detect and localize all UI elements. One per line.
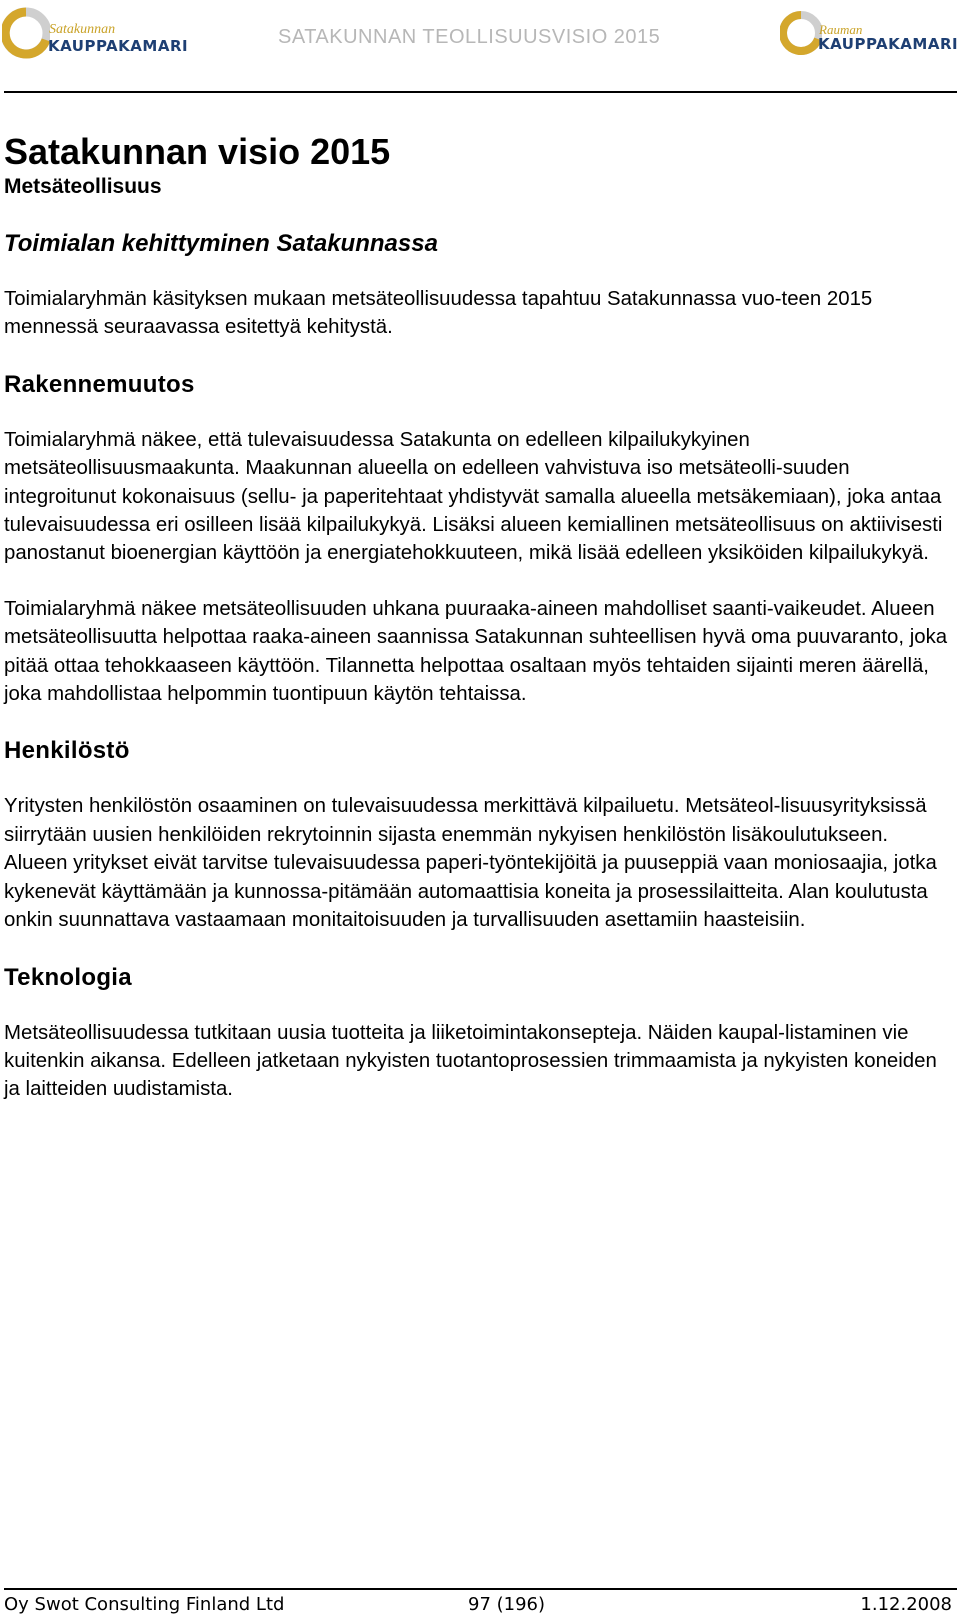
document-title: Satakunnan visio 2015 [4, 131, 391, 172]
footer-company: Oy Swot Consulting Finland Ltd [4, 1594, 285, 1615]
header-title: SATAKUNNAN TEOLLISUUSVISIO 2015 [278, 26, 661, 48]
section-heading-henkilosto: Henkilöstö [4, 737, 130, 765]
chamber-ring-icon [2, 2, 50, 64]
intro-paragraph: Toimialaryhmän käsityksen mukaan metsäteollisuudessa tapahtuu Satakunnassa vuo-teen 2015 mennessä seuraavassa esitettyä kehitystä. [4, 288, 873, 339]
paragraph: Toimialaryhmä näkee metsäteollisuuden uhkana puuraaka-aineen mahdolliset saanti-vaikeudet. Alueen metsäteollisuutta helpottaa raaka-aineen saannissa Satakunnan suhteellisen hyvä oma puuvaranto, joka pitää ottaa tehokkaaseen käyttöön. Tilannetta helpottaa osaltaan myös tehtaiden sijainti meren äärellä, joka mahdollistaa helpommin tuontipuun käytön tehtaissa. [4, 597, 948, 706]
chamber-ring-icon [780, 2, 822, 64]
section-heading-teknologia: Teknologia [4, 963, 132, 991]
footer-date: 1.12.2008 [860, 1594, 952, 1615]
section-heading-rakennemuutos: Rakennemuutos [4, 370, 195, 398]
paragraph: Yritysten henkilöstön osaaminen on tulevaisuudessa merkittävä kilpailuetu. Metsäteol-lisuusyrityksissä siirrytään uusien henkilöiden rekrytoinnin sijasta enemmän nykyisen henkilöstön lisäkoulutukseen. Alueen yritykset eivät tarvitse tulevaisuudessa paperi-työntekijöitä ja puuseppiä vaan moniosaajia, jotka kykenevät käyttämään ja kunnossa-pitämään automaattisia koneita ja prosessilaitteita. Alan koulutusta onkin suunnattava vastaamaan monitaitoisuuden ja turvallisuuden asettamiin haasteisiin. [4, 795, 937, 932]
logo-right-line2: KAUPPAKAMARI [818, 35, 959, 53]
main-section-heading: Toimialan kehittyminen Satakunnassa [4, 230, 438, 257]
rauman-kauppakamari-logo [780, 2, 958, 64]
logo-left-line1: Satakunnan [49, 22, 116, 37]
logo-left-line2: KAUPPAKAMARI [48, 37, 189, 55]
logo-right-line1: Rauman [819, 22, 863, 37]
footer-divider [4, 1588, 957, 1590]
paragraph: Toimialaryhmä näkee, että tulevaisuudessa Satakunta on edelleen kilpailukykyinen metsäteollisuusmaakunta. Maakunnan alueella on edelleen vahvistuva iso metsäteolli-suuden integroitunut kokonaisuus (sellu- ja paperitehtaat yhdistyvät samalla alueella metsäkemiaan), joka antaa tulevaisuudessa eri osilleen lisää kilpailukykyä. Lisäksi alueen kemiallinen metsäteollisuus on aktiivisesti panostanut bioenergian käyttöön ja energiatehokkuuteen, mikä lisää edelleen yksiköiden kilpailukykyä. [4, 428, 943, 565]
footer-page-number: 97 (196) [468, 1594, 546, 1615]
document-subtitle: Metsäteollisuus [4, 175, 162, 198]
page-header [0, 0, 960, 94]
header-divider [4, 91, 957, 93]
paragraph: Metsäteollisuudessa tutkitaan uusia tuotteita ja liiketoimintakonsepteja. Näiden kaupal-listaminen vie kuitenkin aikansa. Edelleen jatketaan nykyisten tuotantoprosessien trimmaamista ja nykyisten koneiden ja laitteiden uudistamista. [4, 1021, 937, 1101]
document-body [4, 132, 954, 1104]
satakunnan-kauppakamari-logo [2, 2, 202, 64]
